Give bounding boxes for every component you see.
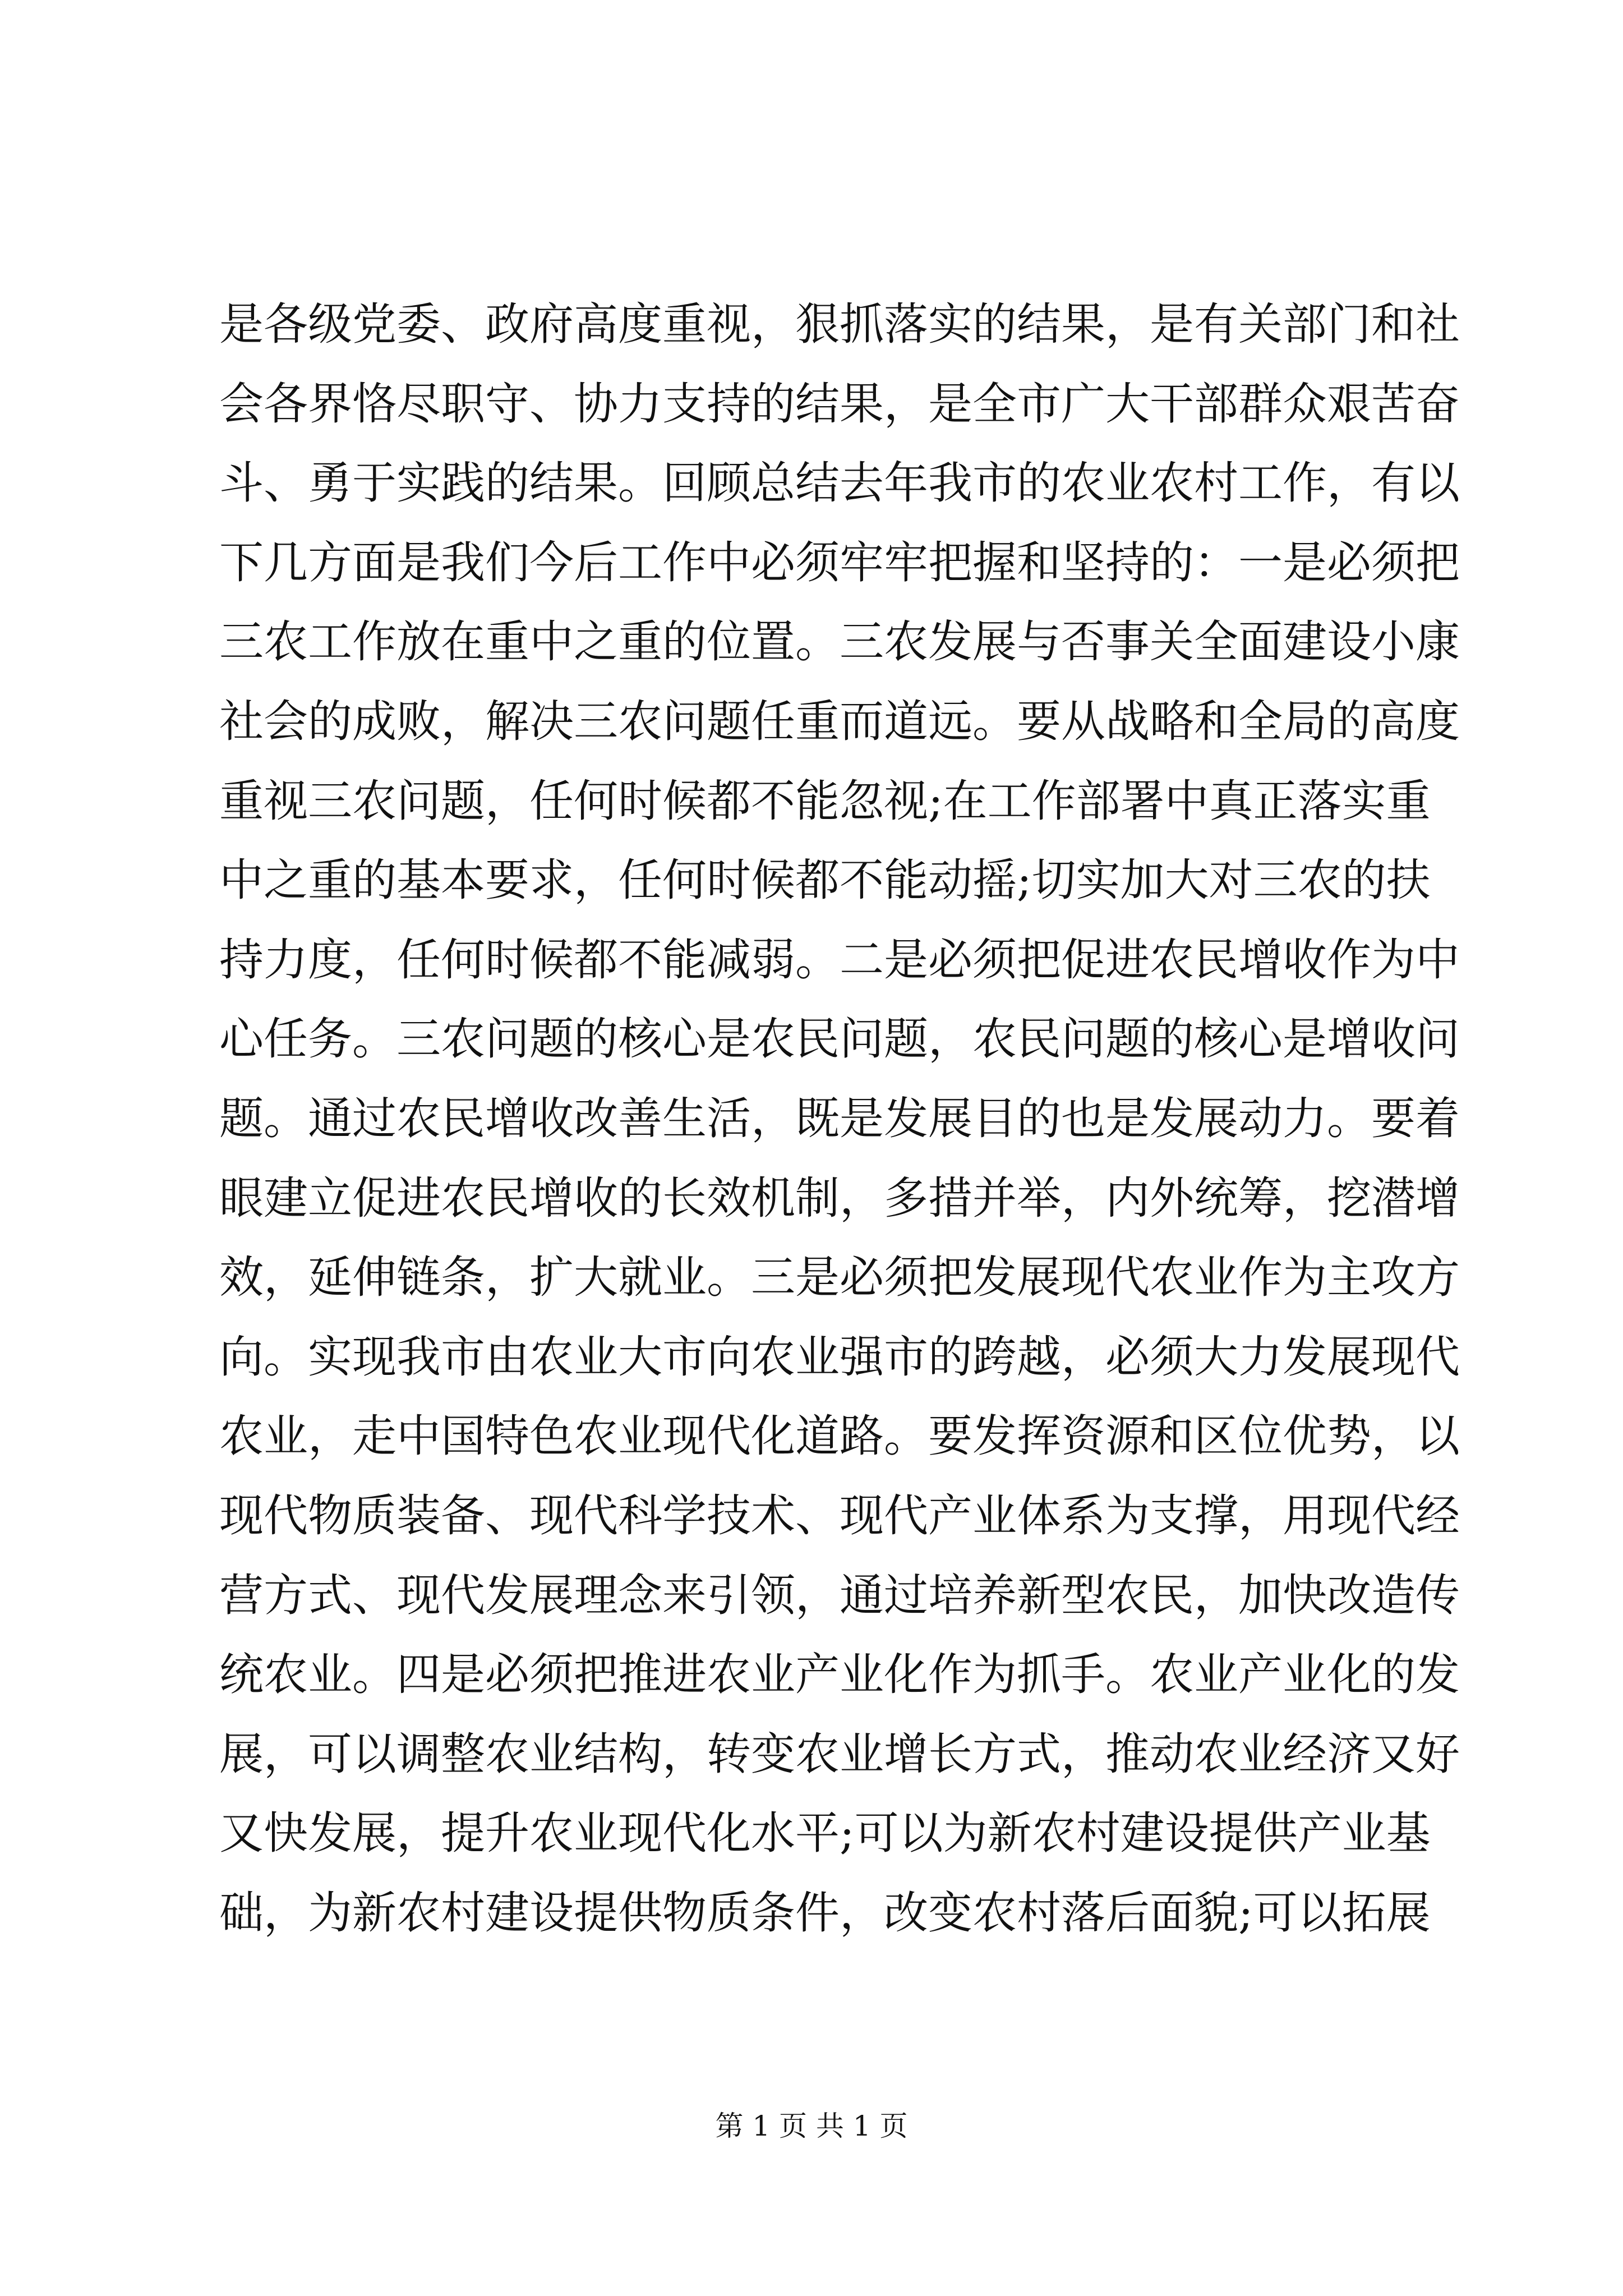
text-line: 心任务。三农问题的核心是农民问题，农民问题的核心是增收问 bbox=[219, 1013, 1460, 1065]
text-line: 中之重的基本要求，任何时候都不能动摇;切实加大对三农的扶 bbox=[219, 854, 1431, 907]
text-line: 斗、勇于实践的结果。回顾总结去年我市的农业农村工作，有以 bbox=[219, 457, 1460, 509]
text-line: 持力度，任何时候都不能减弱。二是必须把促进农民增收作为中 bbox=[219, 933, 1460, 986]
text-line: 向。实现我市由农业大市向农业强市的跨越，必须大力发展现代 bbox=[219, 1331, 1460, 1383]
text-line: 现代物质装备、现代科学技术、现代产业体系为支撑，用现代经 bbox=[219, 1489, 1460, 1542]
text-line: 三农工作放在重中之重的位置。三农发展与否事关全面建设小康 bbox=[219, 616, 1460, 668]
text-line: 统农业。四是必须把推进农业产业化作为抓手。农业产业化的发 bbox=[219, 1649, 1460, 1701]
body-text bbox=[219, 285, 1460, 1953]
page-number-label: 第 1 页 共 1 页 bbox=[715, 2110, 908, 2142]
text-line: 效，延伸链条，扩大就业。三是必须把发展现代农业作为主攻方 bbox=[219, 1251, 1460, 1304]
text-line: 社会的成败，解决三农问题任重而道远。要从战略和全局的高度 bbox=[219, 695, 1460, 747]
page-footer bbox=[0, 2109, 1623, 2143]
text-line: 农业，走中国特色农业现代化道路。要发挥资源和区位优势，以 bbox=[219, 1410, 1460, 1462]
text-line: 又快发展，提升农业现代化水平;可以为新农村建设提供产业基 bbox=[219, 1807, 1431, 1860]
text-line: 础，为新农村建设提供物质条件，改变农村落后面貌;可以拓展 bbox=[219, 1887, 1431, 1939]
text-line: 题。通过农民增收改善生活，既是发展目的也是发展动力。要着 bbox=[219, 1092, 1460, 1144]
text-line: 会各界恪尽职守、协力支持的结果，是全市广大干部群众艰苦奋 bbox=[219, 378, 1460, 430]
text-line: 重视三农问题，任何时候都不能忽视;在工作部署中真正落实重 bbox=[219, 775, 1431, 827]
text-line: 营方式、现代发展理念来引领，通过培养新型农民，加快改造传 bbox=[219, 1569, 1460, 1621]
text-line: 眼建立促进农民增收的长效机制，多措并举，内外统筹，挖潜增 bbox=[219, 1172, 1460, 1224]
text-line: 下几方面是我们今后工作中必须牢牢把握和坚持的：一是必须把 bbox=[219, 536, 1460, 588]
text-line: 展，可以调整农业结构，转变农业增长方式，推动农业经济又好 bbox=[219, 1728, 1460, 1780]
text-line: 是各级党委、政府高度重视，狠抓落实的结果，是有关部门和社 bbox=[219, 298, 1460, 350]
